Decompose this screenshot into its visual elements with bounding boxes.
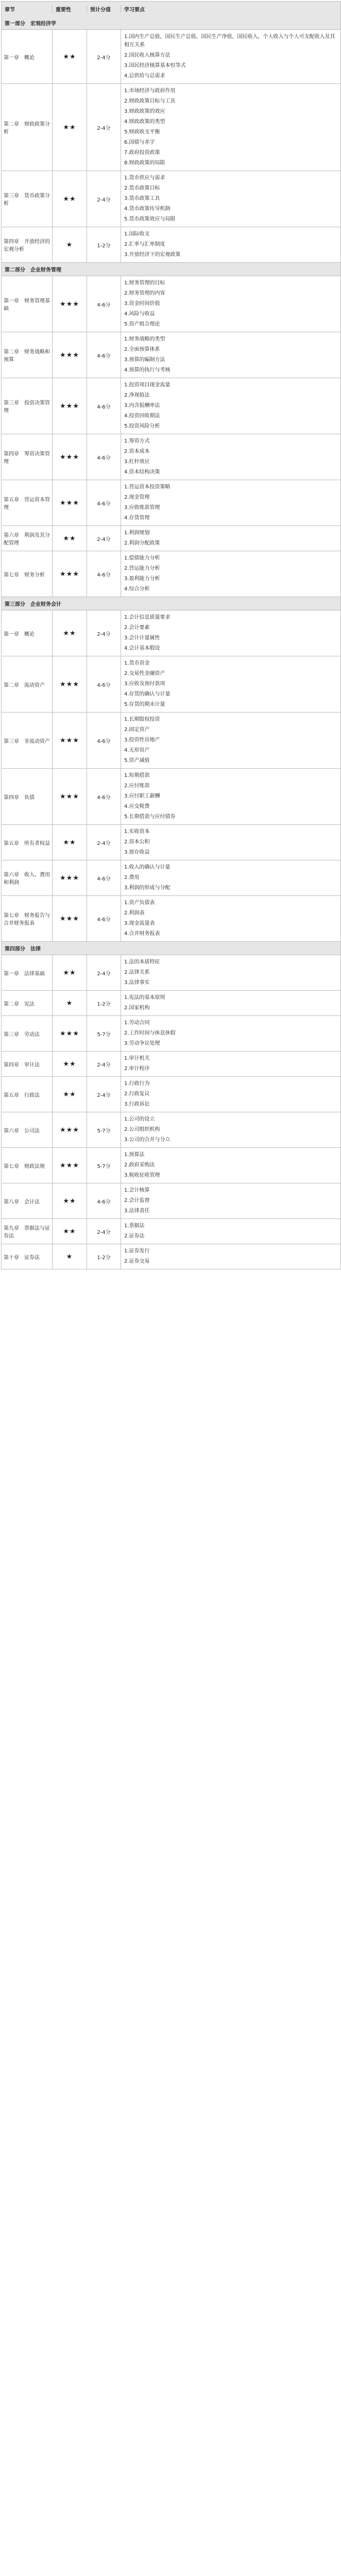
section-row bbox=[2, 262, 340, 276]
importance-stars: ★★★ bbox=[52, 896, 87, 941]
study-point: 3.杠杆效应 bbox=[124, 459, 150, 465]
chapter-cell: 第三章 投资决策管理 bbox=[4, 400, 50, 414]
chapter-row bbox=[2, 551, 340, 597]
score-cell: 4-6分 bbox=[87, 332, 121, 378]
chapter-row bbox=[2, 656, 340, 712]
chapter-cell: 第十章 证券法 bbox=[4, 1255, 40, 1261]
study-point: 4.总供给与总需求 bbox=[124, 73, 165, 79]
chapter-row bbox=[2, 227, 340, 262]
points-cell bbox=[121, 378, 340, 434]
study-point: 2.证券交易 bbox=[124, 1259, 150, 1264]
chapter-cell: 第二章 宪法 bbox=[4, 1001, 35, 1007]
score-cell: 2-4分 bbox=[87, 30, 121, 83]
chapter-cell: 第一章 财务管理基础 bbox=[4, 298, 50, 312]
study-point: 2.国民收入核算方法 bbox=[124, 53, 170, 58]
study-point: 1.营运资本投资策略 bbox=[124, 484, 170, 490]
study-point: 3.开放经济下的宏观政策 bbox=[124, 252, 181, 258]
score-cell: 4-6分 bbox=[87, 656, 121, 712]
chapter-row bbox=[2, 1244, 340, 1269]
study-point: 2.利润分配政策 bbox=[124, 540, 160, 546]
study-point: 3.法律事实 bbox=[124, 980, 150, 986]
study-point: 2.公司组织机构 bbox=[124, 1127, 160, 1132]
study-point: 3.盈利能力分析 bbox=[124, 576, 160, 582]
header-chapter: 章节 bbox=[5, 7, 15, 13]
chapter-row bbox=[2, 1147, 340, 1183]
study-point: 5.投资风险分析 bbox=[124, 423, 160, 429]
importance-stars: ★★ bbox=[52, 171, 87, 227]
score-cell: 4-6分 bbox=[87, 434, 121, 480]
chapter-row bbox=[2, 332, 340, 378]
importance-stars: ★★ bbox=[52, 526, 87, 551]
score-cell: 4-6分 bbox=[87, 276, 121, 332]
points-cell bbox=[121, 1148, 340, 1183]
study-point: 5.资产减值 bbox=[124, 758, 150, 764]
study-point: 4.合并财务报表 bbox=[124, 931, 160, 937]
points-cell bbox=[121, 1077, 340, 1112]
study-point: 1.财务战略的类型 bbox=[124, 336, 165, 342]
study-point: 2.全面预算体系 bbox=[124, 347, 160, 352]
chapter-row bbox=[2, 1112, 340, 1147]
section-row bbox=[2, 941, 340, 955]
study-point: 2.行政复议 bbox=[124, 1091, 150, 1097]
study-point: 5.财政收支平衡 bbox=[124, 129, 160, 135]
study-point: 1.投资项目现金流量 bbox=[124, 382, 170, 388]
chapter-cell: 第一章 概论 bbox=[4, 631, 35, 637]
study-point: 1.票据法 bbox=[124, 1223, 145, 1229]
header-points: 学习要点 bbox=[121, 5, 340, 13]
study-point: 2.净现值法 bbox=[124, 393, 150, 398]
importance-stars: ★★★ bbox=[52, 551, 87, 597]
importance-stars: ★★ bbox=[52, 955, 87, 990]
chapter-cell: 第五章 所有者权益 bbox=[4, 840, 50, 846]
section-title: 第三部分 企业财务会计 bbox=[5, 602, 61, 607]
points-cell bbox=[121, 955, 340, 990]
points-cell bbox=[121, 825, 340, 860]
study-point: 4.预算的执行与考核 bbox=[124, 367, 170, 373]
chapter-row bbox=[2, 1183, 340, 1218]
score-cell: 4-6分 bbox=[87, 378, 121, 434]
points-cell bbox=[121, 611, 340, 656]
importance-stars: ★★★ bbox=[52, 378, 87, 434]
chapter-row bbox=[2, 1015, 340, 1051]
study-point: 2.固定资产 bbox=[124, 727, 150, 733]
importance-stars: ★★★ bbox=[52, 434, 87, 480]
chapter-row bbox=[2, 610, 340, 656]
chapter-cell: 第六章 收入、费用和利润 bbox=[4, 872, 50, 886]
importance-stars: ★★ bbox=[52, 825, 87, 860]
study-point: 2.证券法 bbox=[124, 1233, 145, 1239]
score-cell: 4-6分 bbox=[87, 769, 121, 824]
study-point: 4.存货管理 bbox=[124, 515, 150, 521]
study-point: 1.货币资金 bbox=[124, 660, 150, 666]
study-point: 4.财政政策的类型 bbox=[124, 119, 165, 125]
study-point: 1.会计信息质量要求 bbox=[124, 615, 170, 620]
importance-stars: ★★ bbox=[52, 84, 87, 171]
study-point: 5.存货的期末计量 bbox=[124, 702, 165, 707]
importance-stars: ★★★ bbox=[52, 276, 87, 332]
study-point: 3.应收账款管理 bbox=[124, 505, 160, 511]
chapter-row bbox=[2, 480, 340, 526]
study-point: 3.公司的合并与分立 bbox=[124, 1137, 170, 1143]
study-point: 4.应交税费 bbox=[124, 804, 150, 809]
study-point: 1.公司的设立 bbox=[124, 1116, 155, 1122]
points-cell bbox=[121, 713, 340, 768]
chapter-cell: 第八章 会计法 bbox=[4, 1199, 40, 1205]
study-point: 1.筹资方式 bbox=[124, 438, 150, 444]
score-cell: 2-4分 bbox=[87, 171, 121, 227]
points-cell bbox=[121, 1244, 340, 1269]
chapter-row bbox=[2, 526, 340, 551]
chapter-cell: 第二章 流动资产 bbox=[4, 682, 45, 688]
score-cell: 4-6分 bbox=[87, 551, 121, 597]
chapter-row bbox=[2, 29, 340, 83]
header-score: 预计分值 bbox=[87, 5, 121, 13]
chapter-cell: 第三章 非流动资产 bbox=[4, 738, 50, 744]
score-cell: 2-4分 bbox=[87, 526, 121, 551]
score-cell: 4-6分 bbox=[87, 713, 121, 768]
study-point: 2.财政政策目标与工具 bbox=[124, 98, 176, 104]
study-point: 1.资产负债表 bbox=[124, 900, 155, 906]
study-point: 2.汇率与汇率制度 bbox=[124, 242, 165, 247]
score-cell: 2-4分 bbox=[87, 825, 121, 860]
study-point: 2.费用 bbox=[124, 875, 140, 880]
chapter-cell: 第六章 公司法 bbox=[4, 1128, 40, 1134]
chapter-row bbox=[2, 83, 340, 171]
score-cell: 1-2分 bbox=[87, 991, 121, 1015]
study-point: 3.内含报酬率法 bbox=[124, 403, 160, 409]
chapter-cell: 第七章 财政法规 bbox=[4, 1163, 45, 1170]
points-cell bbox=[121, 1183, 340, 1218]
study-point: 3.法律责任 bbox=[124, 1208, 150, 1214]
study-point: 1.偿债能力分析 bbox=[124, 555, 160, 561]
chapter-cell: 第三章 劳动法 bbox=[4, 1031, 40, 1038]
study-point: 3.货币政策工具 bbox=[124, 196, 160, 201]
study-point: 1.国内生产总值，国民生产总值，国民生产净值，国民收入，个人收入与个人可支配收入及其相互关系 bbox=[124, 34, 335, 48]
table-body bbox=[2, 16, 340, 1269]
score-cell: 2-4分 bbox=[87, 84, 121, 171]
points-cell bbox=[121, 769, 340, 824]
section-title: 第二部分 企业财务管理 bbox=[5, 267, 61, 273]
chapter-row bbox=[2, 860, 340, 895]
importance-stars: ★★★ bbox=[52, 656, 87, 712]
importance-stars: ★★★ bbox=[52, 1148, 87, 1183]
points-cell bbox=[121, 860, 340, 895]
study-point: 2.资本成本 bbox=[124, 449, 150, 454]
study-point: 1.收入的确认与计量 bbox=[124, 865, 170, 870]
points-cell bbox=[121, 227, 340, 262]
study-point: 3.应付职工薪酬 bbox=[124, 793, 160, 799]
points-cell bbox=[121, 551, 340, 597]
importance-stars: ★★★ bbox=[52, 332, 87, 378]
study-point: 6.国债与赤字 bbox=[124, 140, 155, 145]
chapter-row bbox=[2, 276, 340, 332]
importance-stars: ★ bbox=[52, 991, 87, 1015]
study-point: 1.国际收支 bbox=[124, 231, 150, 237]
chapter-row bbox=[2, 768, 340, 824]
header-importance: 重要性 bbox=[52, 5, 87, 13]
study-point: 4.资本结构决策 bbox=[124, 469, 160, 475]
study-point: 4.无形资产 bbox=[124, 748, 150, 753]
importance-stars: ★★★ bbox=[52, 713, 87, 768]
chapter-row bbox=[2, 712, 340, 768]
chapter-cell: 第二章 财政政策分析 bbox=[4, 122, 50, 135]
importance-stars: ★★ bbox=[52, 611, 87, 656]
chapter-cell: 第四章 开放经济的宏观分析 bbox=[4, 239, 50, 252]
points-cell bbox=[121, 896, 340, 941]
importance-stars: ★ bbox=[52, 1244, 87, 1269]
chapter-row bbox=[2, 1051, 340, 1076]
chapter-row bbox=[2, 378, 340, 434]
chapter-row bbox=[2, 955, 340, 990]
study-point: 1.宪法的基本原则 bbox=[124, 995, 165, 1001]
importance-stars: ★★ bbox=[52, 1052, 87, 1076]
study-point: 4.存货的确认与计量 bbox=[124, 691, 170, 697]
score-cell: 5-7分 bbox=[87, 1112, 121, 1147]
study-point: 3.预算的编制方法 bbox=[124, 357, 165, 363]
chapter-row bbox=[2, 171, 340, 227]
chapter-row bbox=[2, 1076, 340, 1112]
study-point: 2.法律关系 bbox=[124, 970, 150, 975]
points-cell bbox=[121, 1219, 340, 1244]
section-title: 第一部分 宏观经济学 bbox=[5, 21, 56, 27]
study-point: 1.短期借款 bbox=[124, 773, 150, 778]
importance-stars: ★★ bbox=[52, 30, 87, 83]
chapter-cell: 第一章 概论 bbox=[4, 55, 35, 61]
importance-stars: ★★★ bbox=[52, 769, 87, 824]
study-point: 5.长期借款与应付债券 bbox=[124, 814, 176, 820]
points-cell bbox=[121, 84, 340, 171]
study-point: 5.货币政策效应与局限 bbox=[124, 216, 176, 222]
chapter-cell: 第三章 货币政策分析 bbox=[4, 193, 50, 207]
importance-stars: ★★★ bbox=[52, 480, 87, 526]
study-point: 3.留存收益 bbox=[124, 850, 150, 855]
points-cell bbox=[121, 991, 340, 1015]
section-row bbox=[2, 597, 340, 610]
study-point: 3.国民经济核算基本恒等式 bbox=[124, 63, 186, 69]
study-point: 2.会计要素 bbox=[124, 625, 150, 631]
study-point: 8.财政政策的局限 bbox=[124, 160, 165, 166]
points-cell bbox=[121, 1052, 340, 1076]
score-cell: 1-2分 bbox=[87, 1244, 121, 1269]
study-point: 4.综合分析 bbox=[124, 586, 150, 592]
points-cell bbox=[121, 480, 340, 526]
score-cell: 1-2分 bbox=[87, 227, 121, 262]
study-point: 1.财务管理的目标 bbox=[124, 280, 165, 286]
study-point: 7.政府投资政策 bbox=[124, 150, 160, 156]
score-cell: 2-4分 bbox=[87, 1219, 121, 1244]
study-point: 2.财务管理的内容 bbox=[124, 291, 165, 296]
study-point: 5.资产组合理论 bbox=[124, 321, 160, 327]
study-point: 2.会计监督 bbox=[124, 1198, 150, 1204]
study-point: 2.国家机构 bbox=[124, 1005, 150, 1011]
importance-stars: ★★★ bbox=[52, 1016, 87, 1051]
study-point: 2.货币政策目标 bbox=[124, 185, 160, 191]
study-point: 1.货币供应与需求 bbox=[124, 175, 165, 181]
chapter-cell: 第七章 财务分析 bbox=[4, 572, 45, 578]
study-point: 1.利润规划 bbox=[124, 530, 150, 536]
points-cell bbox=[121, 332, 340, 378]
score-cell: 2-4分 bbox=[87, 1052, 121, 1076]
score-cell: 4-6分 bbox=[87, 860, 121, 895]
score-cell: 4-6分 bbox=[87, 896, 121, 941]
section-title: 第四部分 法律 bbox=[5, 946, 41, 952]
study-point: 3.劳动争议处理 bbox=[124, 1041, 160, 1046]
study-point: 3.行政诉讼 bbox=[124, 1101, 150, 1107]
study-point: 2.现金管理 bbox=[124, 495, 150, 500]
study-point: 1.行政行为 bbox=[124, 1081, 150, 1087]
study-point: 3.税收征收管理 bbox=[124, 1173, 160, 1178]
chapter-cell: 第六章 利润及其分配管理 bbox=[4, 533, 50, 546]
study-point: 3.投资性房地产 bbox=[124, 737, 160, 743]
importance-stars: ★★ bbox=[52, 1077, 87, 1112]
study-point: 2.交易性金融资产 bbox=[124, 671, 165, 676]
chapter-cell: 第五章 行政法 bbox=[4, 1092, 40, 1098]
study-point: 4.货币政策传导机制 bbox=[124, 206, 170, 212]
study-point: 3.财政政策的效应 bbox=[124, 109, 165, 114]
study-point: 1.实收资本 bbox=[124, 829, 150, 835]
study-point: 2.工作时间与休息休假 bbox=[124, 1030, 176, 1036]
points-cell bbox=[121, 656, 340, 712]
chapter-row bbox=[2, 1218, 340, 1244]
study-point: 1.劳动合同 bbox=[124, 1020, 150, 1026]
study-point: 1.证券发行 bbox=[124, 1248, 150, 1254]
study-point: 3.现金流量表 bbox=[124, 921, 155, 926]
chapter-row bbox=[2, 434, 340, 480]
points-cell bbox=[121, 434, 340, 480]
points-cell bbox=[121, 276, 340, 332]
study-point: 3.利润的形成与分配 bbox=[124, 885, 170, 891]
study-point: 2.利润表 bbox=[124, 910, 145, 916]
score-cell: 2-4分 bbox=[87, 955, 121, 990]
chapter-row bbox=[2, 824, 340, 860]
points-cell bbox=[121, 30, 340, 83]
chapter-row bbox=[2, 990, 340, 1015]
study-point: 3.会计计量属性 bbox=[124, 635, 160, 641]
study-point: 1.审计机关 bbox=[124, 1056, 150, 1061]
points-cell bbox=[121, 1016, 340, 1051]
chapter-cell: 第二章 财务战略和预算 bbox=[4, 349, 50, 363]
study-point: 2.应付账款 bbox=[124, 783, 150, 789]
score-cell: 5-7分 bbox=[87, 1148, 121, 1183]
study-point: 4.风险与收益 bbox=[124, 311, 155, 317]
score-cell: 2-4分 bbox=[87, 611, 121, 656]
chapter-cell: 第七章 财务报告与合并财务报表 bbox=[4, 913, 50, 926]
study-point: 3.应收及预付款项 bbox=[124, 681, 165, 687]
study-point: 2.营运能力分析 bbox=[124, 566, 160, 571]
score-cell: 4-6分 bbox=[87, 480, 121, 526]
score-cell: 4-6分 bbox=[87, 1183, 121, 1218]
study-point: 1.法的本质特征 bbox=[124, 959, 160, 965]
score-cell: 5-7分 bbox=[87, 1016, 121, 1051]
study-point: 2.资本公积 bbox=[124, 839, 150, 845]
section-row bbox=[2, 16, 340, 29]
chapter-cell: 第五章 营运资本管理 bbox=[4, 497, 50, 511]
study-point: 2.政府采购法 bbox=[124, 1162, 155, 1168]
study-point: 2.审计程序 bbox=[124, 1066, 150, 1072]
importance-stars: ★★★ bbox=[52, 1112, 87, 1147]
chapter-row bbox=[2, 895, 340, 941]
importance-stars: ★★★ bbox=[52, 860, 87, 895]
importance-stars: ★★ bbox=[52, 1219, 87, 1244]
study-point: 1.市场经济与政府作用 bbox=[124, 88, 176, 94]
chapter-cell: 第四章 审计法 bbox=[4, 1062, 40, 1068]
points-cell bbox=[121, 1112, 340, 1147]
chapter-cell: 第九章 票据法与证券法 bbox=[4, 1226, 50, 1239]
score-cell: 2-4分 bbox=[87, 1077, 121, 1112]
importance-stars: ★★ bbox=[52, 1183, 87, 1218]
points-cell bbox=[121, 526, 340, 551]
points-cell bbox=[121, 171, 340, 227]
study-point: 4.会计基本假设 bbox=[124, 646, 160, 651]
study-point: 1.长期股权投资 bbox=[124, 717, 160, 722]
importance-stars: ★ bbox=[52, 227, 87, 262]
study-point: 3.资金时间价值 bbox=[124, 301, 160, 307]
study-point: 4.投资回收期法 bbox=[124, 413, 160, 419]
chapter-cell: 第四章 筹资决策管理 bbox=[4, 451, 50, 465]
syllabus-table bbox=[1, 1, 341, 1269]
chapter-cell: 第四章 负债 bbox=[4, 794, 35, 801]
study-point: 1.预算法 bbox=[124, 1152, 145, 1158]
chapter-cell: 第一章 法律基础 bbox=[4, 971, 45, 977]
study-point: 1.会计核算 bbox=[124, 1188, 150, 1193]
table-header bbox=[2, 2, 340, 16]
